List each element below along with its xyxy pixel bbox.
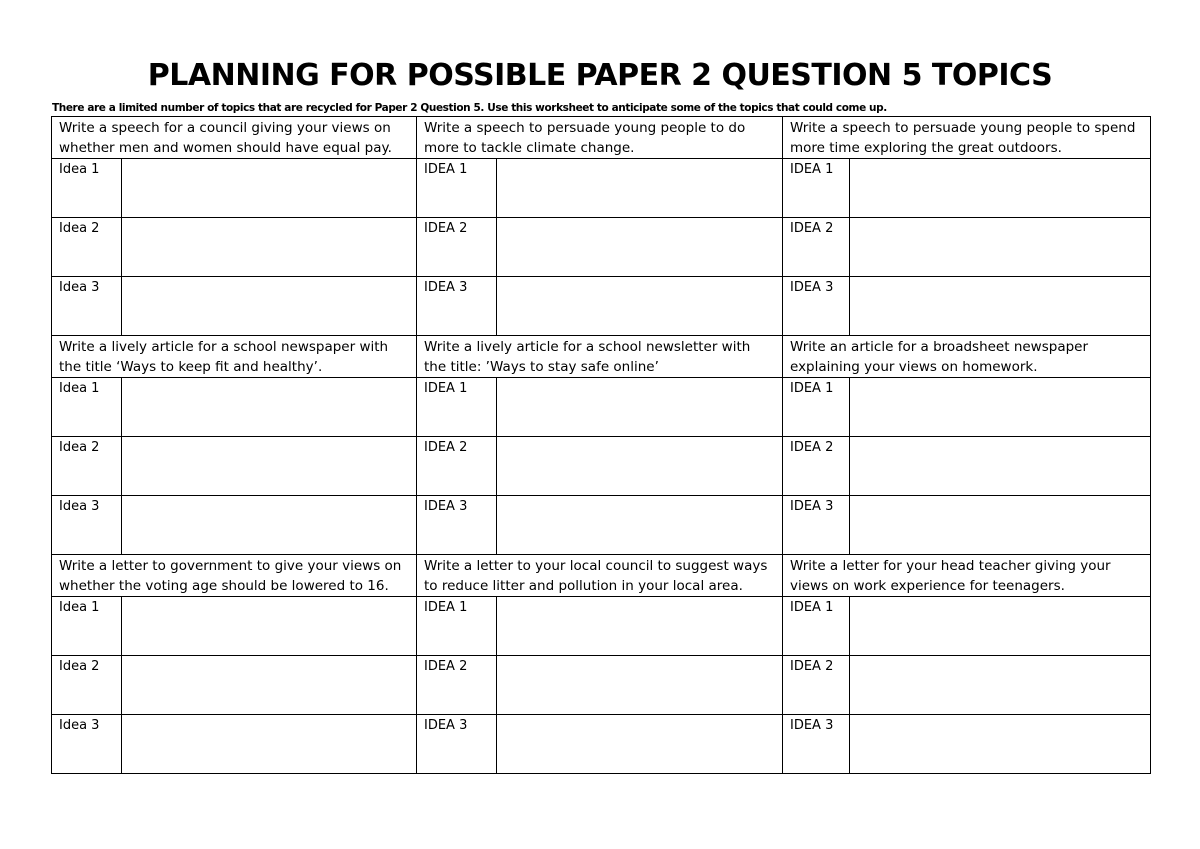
idea-answer-space[interactable] bbox=[122, 597, 417, 656]
idea-label: IDEA 1 bbox=[783, 597, 850, 656]
idea-label: IDEA 2 bbox=[417, 437, 497, 496]
idea-label: IDEA 3 bbox=[783, 496, 850, 555]
prompt-row bbox=[52, 336, 1151, 378]
idea-label: IDEA 3 bbox=[783, 277, 850, 336]
idea-label: Idea 2 bbox=[52, 437, 122, 496]
idea-answer-space[interactable] bbox=[497, 496, 783, 555]
topic-prompt: Write a speech to persuade young people to do more to tackle climate change. bbox=[417, 117, 783, 159]
idea-answer-space[interactable] bbox=[497, 159, 783, 218]
topic-prompt: Write an article for a broadsheet newspaper explaining your views on homework. bbox=[783, 336, 1151, 378]
planning-table bbox=[51, 116, 1151, 774]
idea-label: IDEA 3 bbox=[417, 496, 497, 555]
idea-answer-space[interactable] bbox=[497, 378, 783, 437]
idea-label: Idea 1 bbox=[52, 597, 122, 656]
idea-row bbox=[52, 656, 1151, 715]
idea-answer-space[interactable] bbox=[850, 277, 1151, 336]
prompt-row bbox=[52, 117, 1151, 159]
idea-answer-space[interactable] bbox=[497, 597, 783, 656]
idea-row bbox=[52, 496, 1151, 555]
idea-label: IDEA 2 bbox=[417, 218, 497, 277]
instructions-text: There are a limited number of topics that are recycled for Paper 2 Question 5. Use this worksheet to anticipate some of the topics that could come up. bbox=[52, 102, 887, 114]
idea-row bbox=[52, 378, 1151, 437]
topic-prompt: Write a lively article for a school newspaper with the title ‘Ways to keep fit and healthy’. bbox=[52, 336, 417, 378]
idea-answer-space[interactable] bbox=[122, 496, 417, 555]
idea-answer-space[interactable] bbox=[850, 378, 1151, 437]
idea-answer-space[interactable] bbox=[122, 656, 417, 715]
idea-label: Idea 2 bbox=[52, 656, 122, 715]
idea-row bbox=[52, 277, 1151, 336]
prompt-row bbox=[52, 555, 1151, 597]
idea-row bbox=[52, 159, 1151, 218]
idea-answer-space[interactable] bbox=[497, 218, 783, 277]
idea-label: IDEA 1 bbox=[417, 597, 497, 656]
topic-prompt: Write a lively article for a school newsletter with the title: ’Ways to stay safe online’ bbox=[417, 336, 783, 378]
idea-answer-space[interactable] bbox=[122, 218, 417, 277]
idea-label: IDEA 2 bbox=[783, 218, 850, 277]
idea-answer-space[interactable] bbox=[850, 715, 1151, 774]
idea-label: Idea 3 bbox=[52, 496, 122, 555]
idea-answer-space[interactable] bbox=[497, 656, 783, 715]
idea-label: Idea 1 bbox=[52, 159, 122, 218]
idea-label: Idea 3 bbox=[52, 715, 122, 774]
idea-label: IDEA 1 bbox=[417, 378, 497, 437]
idea-label: IDEA 3 bbox=[783, 715, 850, 774]
idea-label: IDEA 3 bbox=[417, 715, 497, 774]
idea-row bbox=[52, 597, 1151, 656]
idea-answer-space[interactable] bbox=[122, 277, 417, 336]
idea-answer-space[interactable] bbox=[122, 715, 417, 774]
idea-row bbox=[52, 715, 1151, 774]
topic-prompt: Write a speech for a council giving your views on whether men and women should have equal pay. bbox=[52, 117, 417, 159]
idea-answer-space[interactable] bbox=[850, 218, 1151, 277]
idea-label: IDEA 3 bbox=[417, 277, 497, 336]
idea-answer-space[interactable] bbox=[850, 496, 1151, 555]
page-title: PLANNING FOR POSSIBLE PAPER 2 QUESTION 5 TOPICS bbox=[147, 58, 1053, 93]
idea-row bbox=[52, 218, 1151, 277]
idea-label: IDEA 1 bbox=[417, 159, 497, 218]
topic-prompt: Write a letter for your head teacher giving your views on work experience for teenagers. bbox=[783, 555, 1151, 597]
idea-row bbox=[52, 437, 1151, 496]
idea-answer-space[interactable] bbox=[850, 159, 1151, 218]
idea-answer-space[interactable] bbox=[122, 159, 417, 218]
topic-prompt: Write a letter to government to give your views on whether the voting age should be lowered to 16. bbox=[52, 555, 417, 597]
idea-answer-space[interactable] bbox=[497, 437, 783, 496]
idea-label: IDEA 2 bbox=[783, 437, 850, 496]
idea-answer-space[interactable] bbox=[497, 715, 783, 774]
idea-answer-space[interactable] bbox=[850, 597, 1151, 656]
idea-label: Idea 2 bbox=[52, 218, 122, 277]
idea-answer-space[interactable] bbox=[122, 437, 417, 496]
idea-label: IDEA 1 bbox=[783, 378, 850, 437]
idea-answer-space[interactable] bbox=[850, 437, 1151, 496]
idea-label: IDEA 2 bbox=[417, 656, 497, 715]
idea-answer-space[interactable] bbox=[497, 277, 783, 336]
idea-label: IDEA 2 bbox=[783, 656, 850, 715]
idea-answer-space[interactable] bbox=[122, 378, 417, 437]
idea-answer-space[interactable] bbox=[850, 656, 1151, 715]
idea-label: Idea 1 bbox=[52, 378, 122, 437]
idea-label: IDEA 1 bbox=[783, 159, 850, 218]
topic-prompt: Write a letter to your local council to suggest ways to reduce litter and pollution in your local area. bbox=[417, 555, 783, 597]
topic-prompt: Write a speech to persuade young people to spend more time exploring the great outdoors. bbox=[783, 117, 1151, 159]
idea-label: Idea 3 bbox=[52, 277, 122, 336]
